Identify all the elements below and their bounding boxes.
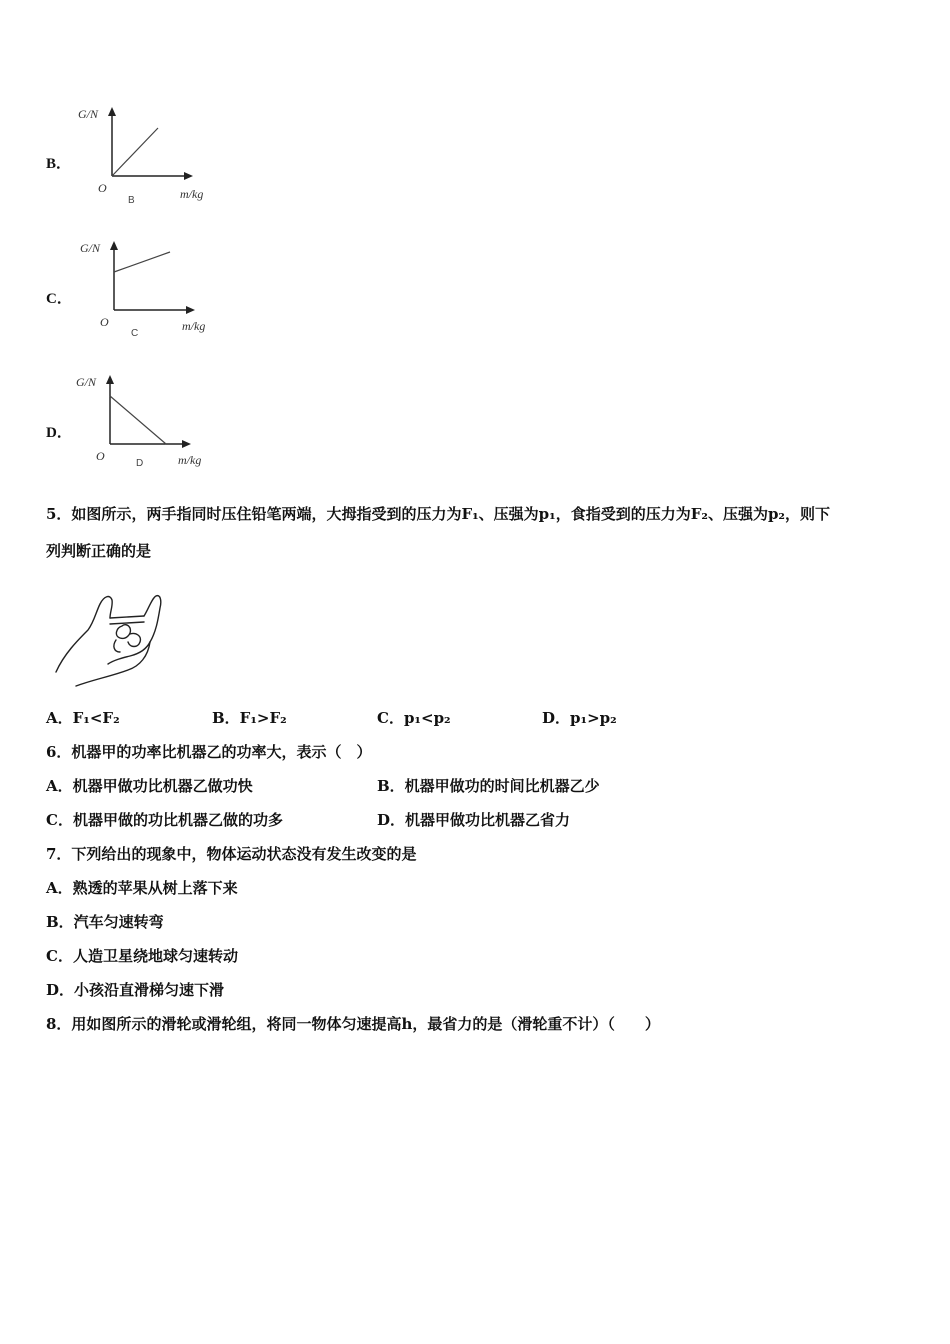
q8-stem: 8．用如图所示的滑轮或滑轮组，将同一物体匀速提高h，最省力的是（滑轮重不计）（ ） <box>46 1015 660 1033</box>
q6-option-d[interactable]: D．机器甲做功比机器乙省力 <box>377 811 571 829</box>
graph-c-line <box>114 252 170 272</box>
graph-b-x-label: m/kg <box>180 187 204 201</box>
q5-stem-line1: 5．如图所示，两手指同时压住铅笔两端，大拇指受到的压力为F₁、压强为p₁，食指受到的压力为F₂、压强为p₂，则下 <box>46 505 830 523</box>
hand-knuckle-2 <box>128 633 140 646</box>
graph-c-y-label: G/N <box>80 241 101 255</box>
graph-c-x-arrow <box>186 306 195 314</box>
q5-option-b[interactable]: B．F₁>F₂ <box>212 709 287 727</box>
graph-b-svg <box>76 104 226 204</box>
option-b-letter: B． <box>46 156 72 172</box>
q7-option-c[interactable]: C．人造卫星绕地球匀速转动 <box>46 947 238 965</box>
q6-option-b[interactable]: B．机器甲做功的时间比机器乙少 <box>377 777 600 795</box>
hand-wrist <box>76 642 150 686</box>
graph-b-origin: O <box>98 181 107 195</box>
graph-b-caption: B <box>128 195 135 206</box>
option-c-letter: C． <box>46 291 72 307</box>
hand-finger-curl <box>114 640 120 652</box>
graph-b-y-arrow <box>108 107 116 116</box>
pencil-top <box>110 616 144 618</box>
graph-d <box>74 372 224 476</box>
hand-knuckle-1 <box>116 625 130 639</box>
graph-c <box>78 238 228 342</box>
graph-d-caption: D <box>136 458 144 469</box>
q7-stem: 7．下列给出的现象中，物体运动状态没有发生改变的是 <box>46 845 417 863</box>
graph-c-x-label: m/kg <box>182 319 206 333</box>
graph-c-caption: C <box>131 328 139 339</box>
pencil-bottom <box>110 622 144 624</box>
graph-c-y-arrow <box>110 241 118 250</box>
option-d-letter: D． <box>46 425 72 441</box>
q7-option-d[interactable]: D．小孩沿直滑梯匀速下滑 <box>46 981 225 999</box>
q6-stem: 6．机器甲的功率比机器乙的功率大，表示（ ） <box>46 743 372 761</box>
graph-d-y-label: G/N <box>76 375 97 389</box>
graph-d-origin: O <box>96 449 105 463</box>
q7-option-b[interactable]: B．汽车匀速转弯 <box>46 913 164 931</box>
graph-b-x-arrow <box>184 172 193 180</box>
graph-d-y-arrow <box>106 375 114 384</box>
graph-c-origin: O <box>100 315 109 329</box>
hand-right-thumb <box>144 596 161 642</box>
q5-option-c[interactable]: C．p₁<p₂ <box>377 709 451 727</box>
graph-b-y-label: G/N <box>78 107 99 121</box>
hand-pencil-figure <box>52 588 167 694</box>
graph-d-x-label: m/kg <box>178 453 202 467</box>
q5-stem-line2: 列判断正确的是 <box>46 542 152 560</box>
q6-option-a[interactable]: A．机器甲做功比机器乙做功快 <box>46 777 253 795</box>
hand-pencil-svg <box>52 588 167 690</box>
graph-d-svg <box>74 372 224 472</box>
q5-option-a[interactable]: A．F₁<F₂ <box>46 709 120 727</box>
q7-option-a[interactable]: A．熟透的苹果从树上落下来 <box>46 879 238 897</box>
graph-d-line <box>110 396 166 444</box>
hand-left-edge <box>56 597 112 672</box>
q6-option-c[interactable]: C．机器甲做的功比机器乙做的功多 <box>46 811 283 829</box>
graph-c-svg <box>78 238 228 338</box>
graph-d-x-arrow <box>182 440 191 448</box>
graph-b <box>76 104 226 208</box>
graph-b-line <box>112 128 158 176</box>
q5-option-d[interactable]: D．p₁>p₂ <box>542 709 617 727</box>
